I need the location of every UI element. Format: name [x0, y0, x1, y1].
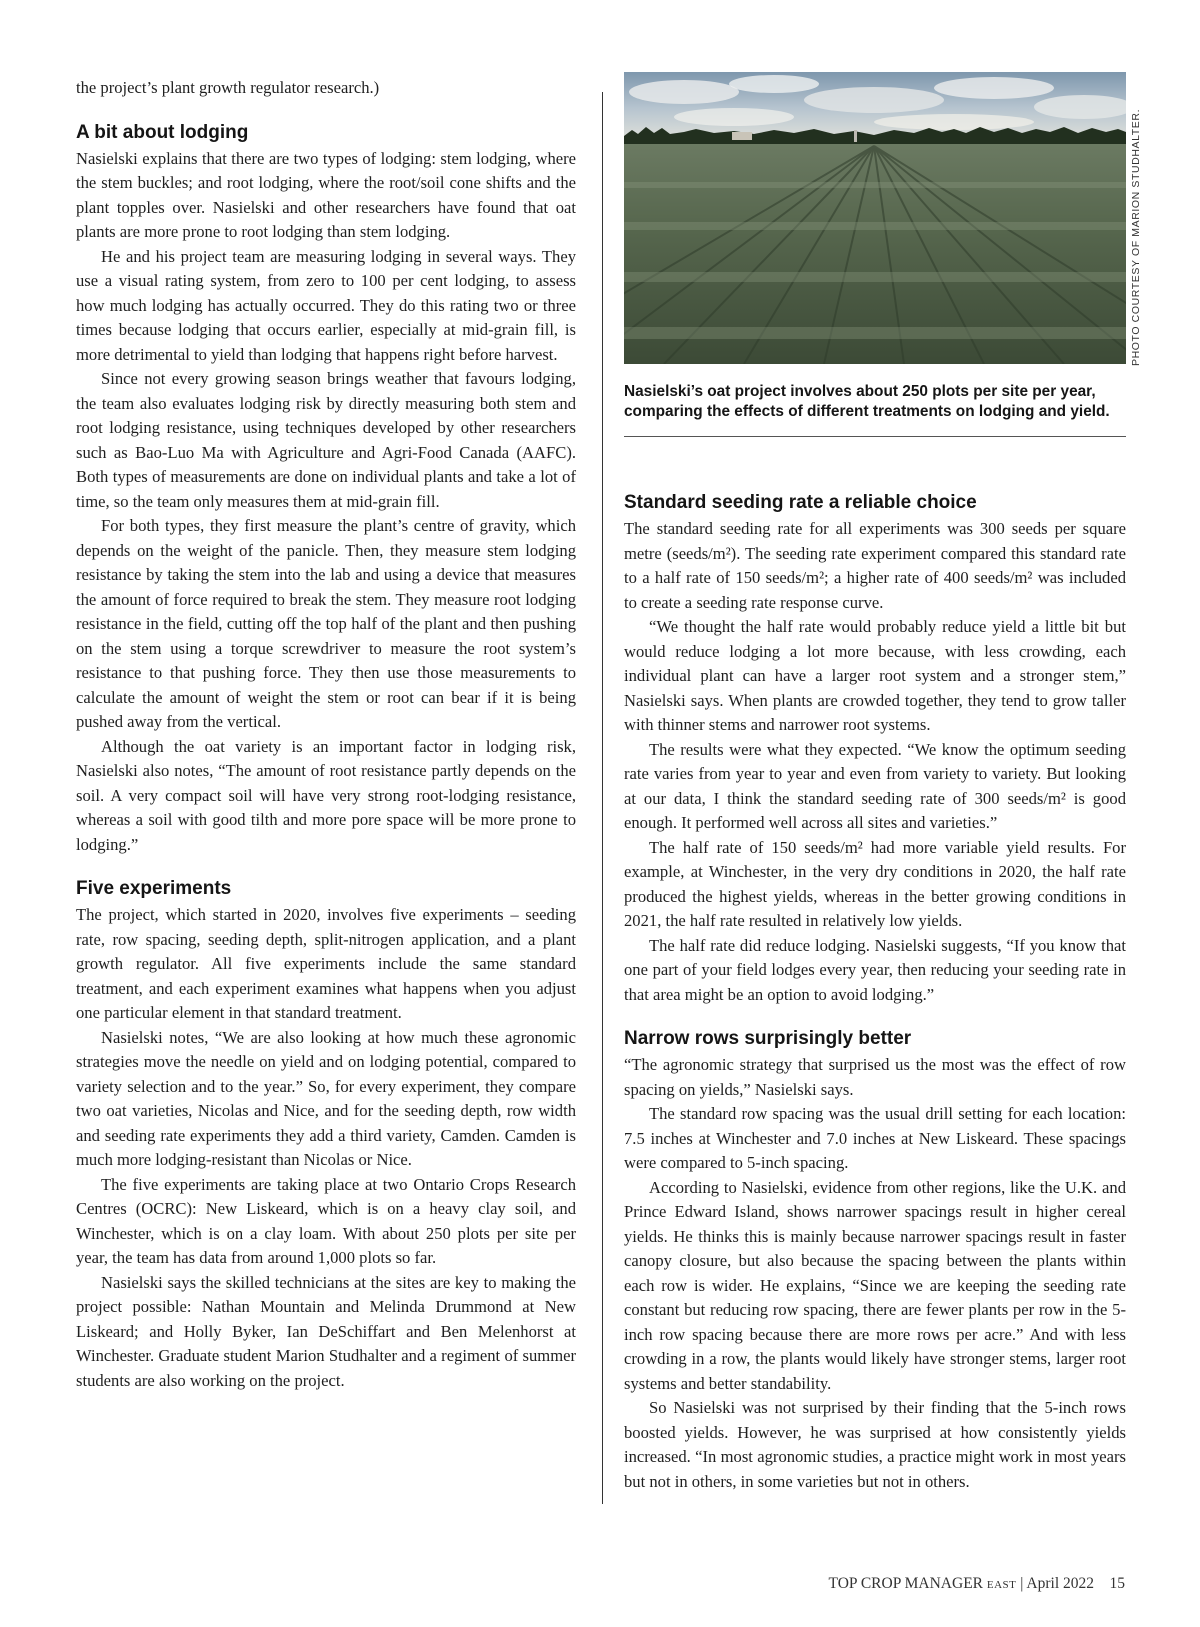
paragraph: The five experiments are taking place at two Ontario Crops Research Centres (OCRC): New Liskeard, which is on a heavy clay soil, and Winchester, which is on a clay loam. With about 250 plots per site per year, the team has data from around 1,000 plots so far.	[76, 1174, 576, 1267]
left-column	[76, 76, 576, 1393]
paragraph: Since not every growing season brings weather that favours lodging, the team also evaluates lodging risk by directly measuring both stem and root lodging resistance, using techniques developed by other researchers such as Bao-Luo Ma with Agriculture and Agri-Food Canada (AAFC). Both types of measurements are done on individual plants and take a lot of time, so the team only measures them at mid-grain fill.	[76, 369, 576, 511]
issue-date: April 2022	[1026, 1575, 1094, 1592]
spacer	[624, 437, 1126, 471]
paragraph: The half rate of 150 seeds/m² had more variable yield results. For example, at Winchester, in the very dry conditions in 2020, the half rate produced the highest yields, whereas in the better growing conditions in 2021, the half rate resulted in relatively low yields.	[624, 837, 1126, 930]
paragraph: Nasielski notes, “We are also looking at how much these agronomic strategies move the needle on yield and on lodging potential, compared to variety selection and to the year.” So, for every experiment, they compare two oat varieties, Nicolas and Nice, and for the seeding depth, row width and seeding rate experiments they add a third variety, Camden. Camden is much more lodging-resistant than Nicolas or Nice.	[76, 1027, 576, 1169]
paragraph: The results were what they expected. “We know the optimum seeding rate varies from year to year and even from variety to variety. But looking at our data, I think the standard seeding rate of 300 seeds/m² is good enough. It performed well across all sites and varieties.”	[624, 739, 1126, 832]
paragraph: “We thought the half rate would probably reduce yield a little bit but would reduce lodging a lot more because, with less crowding, each individual plant can have a larger root system and a stronger stem,” Nasielski says. When plants are crowded together, they tend to grow taller with thinner stems and narrower root systems.	[624, 617, 1126, 734]
section-heading-lodging: A bit about lodging	[76, 121, 249, 143]
footer-separator: |	[1020, 1575, 1024, 1592]
photo-credit: PHOTO COURTESY OF MARION STUDHALTER.	[1130, 108, 1142, 366]
paragraph: The half rate did reduce lodging. Nasielski suggests, “If you know that one part of your field lodges every year, then reducing your seeding rate in that area might be an option to avoid lodging.”	[624, 935, 1126, 1004]
paragraph: According to Nasielski, evidence from other regions, like the U.K. and Prince Edward Island, shows narrower spacings result in higher cereal yields. He thinks this is mainly because narrower spacings result in faster canopy closure, but also because the spacing between the plants within each row is wider. He explains, “Since we are keeping the seeding rate constant but reducing row spacing, there are fewer plants per row in the 5-inch row spacing because there are more rows per acre.” And with less crowding in a row, the plants would likely have stronger stems, larger root systems and better standability.	[624, 1177, 1126, 1393]
paragraph: Nasielski says the skilled technicians at the sites are key to making the project possible: Nathan Mountain and Melinda Drummond at New Liskeard; and Holly Byker, Ian DeSchiffart and Ben Melenhorst at Winchester. Graduate student Marion Studhalter and a regiment of summer students are also working on the project.	[76, 1272, 576, 1390]
paragraph: The standard row spacing was the usual drill setting for each location: 7.5 inches at Winchester and 7.0 inches at New Liskeard. These spacings were compared to 5-inch spacing.	[624, 1104, 1126, 1172]
page-footer	[829, 1575, 1125, 1593]
magazine-name: TOP CROP MANAGER	[828, 1575, 984, 1592]
column-divider	[602, 92, 603, 1504]
paragraph: “The agronomic strategy that surprised us the most was the effect of row spacing on yields,” Nasielski says.	[624, 1055, 1126, 1099]
section-heading-seeding-rate: Standard seeding rate a reliable choice	[624, 492, 977, 513]
section-heading-five-experiments: Five experiments	[76, 878, 232, 899]
paragraph: The project, which started in 2020, involves five experiments – seeding rate, row spacing, seeding depth, split-nitrogen application, and a plant growth regulator. All five experiments include the same standard treatment, and each experiment examines what happens when you adjust one particular element in that standard treatment.	[76, 905, 576, 1022]
section-heading-narrow-rows: Narrow rows surprisingly better	[624, 1028, 912, 1049]
magazine-edition: EAST	[986, 1579, 1017, 1591]
paragraph: So Nasielski was not surprised by their finding that the 5-inch rows boosted yields. However, he was surprised at how consistently yields increased. “In most agronomic studies, a practice might work in most years but not in others, in some varieties but not in others.	[624, 1398, 1126, 1491]
paragraph: the project’s plant growth regulator research.)	[76, 78, 380, 97]
photo-caption: Nasielski’s oat project involves about 250 plots per site per year, comparing the effects of different treatments on lodging and yield.	[624, 382, 1126, 437]
paragraph: For both types, they first measure the plant’s centre of gravity, which depends on the weight of the panicle. Then, they measure stem lodging resistance by taking the stem into the lab and using a device that measures the amount of force required to break the stem. They measure root lodging resistance in the field, cutting off the top half of the plant and then pushing on the stem using a torque screwdriver to measure the root system’s resistance to that pushing force. They then use those measurements to calculate the amount of weight the stem or root can bear if it is being pushed away from the vertical.	[76, 516, 576, 731]
paragraph: Although the oat variety is an important factor in lodging risk, Nasielski also notes, “The amount of root resistance partly depends on the soil. A very compact soil will have very strong root-lodging resistance, whereas a soil with good tilth and more pore space will be more prone to lodging.”	[76, 736, 576, 854]
paragraph: The standard seeding rate for all experiments was 300 seeds per square metre (seeds/m²). The seeding rate experiment compared this standard rate to a half rate of 150 seeds/m²; a higher rate of 400 seeds/m² was included to create a seeding rate response curve.	[624, 519, 1126, 612]
paragraph: Nasielski explains that there are two types of lodging: stem lodging, where the stem buckles; and root lodging, where the root/soil cone shifts and the plant topples over. Nasielski and other researchers have found that oat plants are more prone to root lodging than stem lodging.	[76, 148, 576, 241]
page-number: 15	[1109, 1575, 1125, 1592]
right-column	[624, 76, 1126, 1494]
paragraph: He and his project team are measuring lodging in several ways. They use a visual rating system, from zero to 100 per cent lodging, to assess how much lodging has actually occurred. They do this rating two or three times because lodging that occurs earlier, especially at mid-grain fill, is more detrimental to yield than lodging that happens right before harvest.	[76, 246, 576, 364]
oat-field-photo	[624, 72, 1126, 364]
